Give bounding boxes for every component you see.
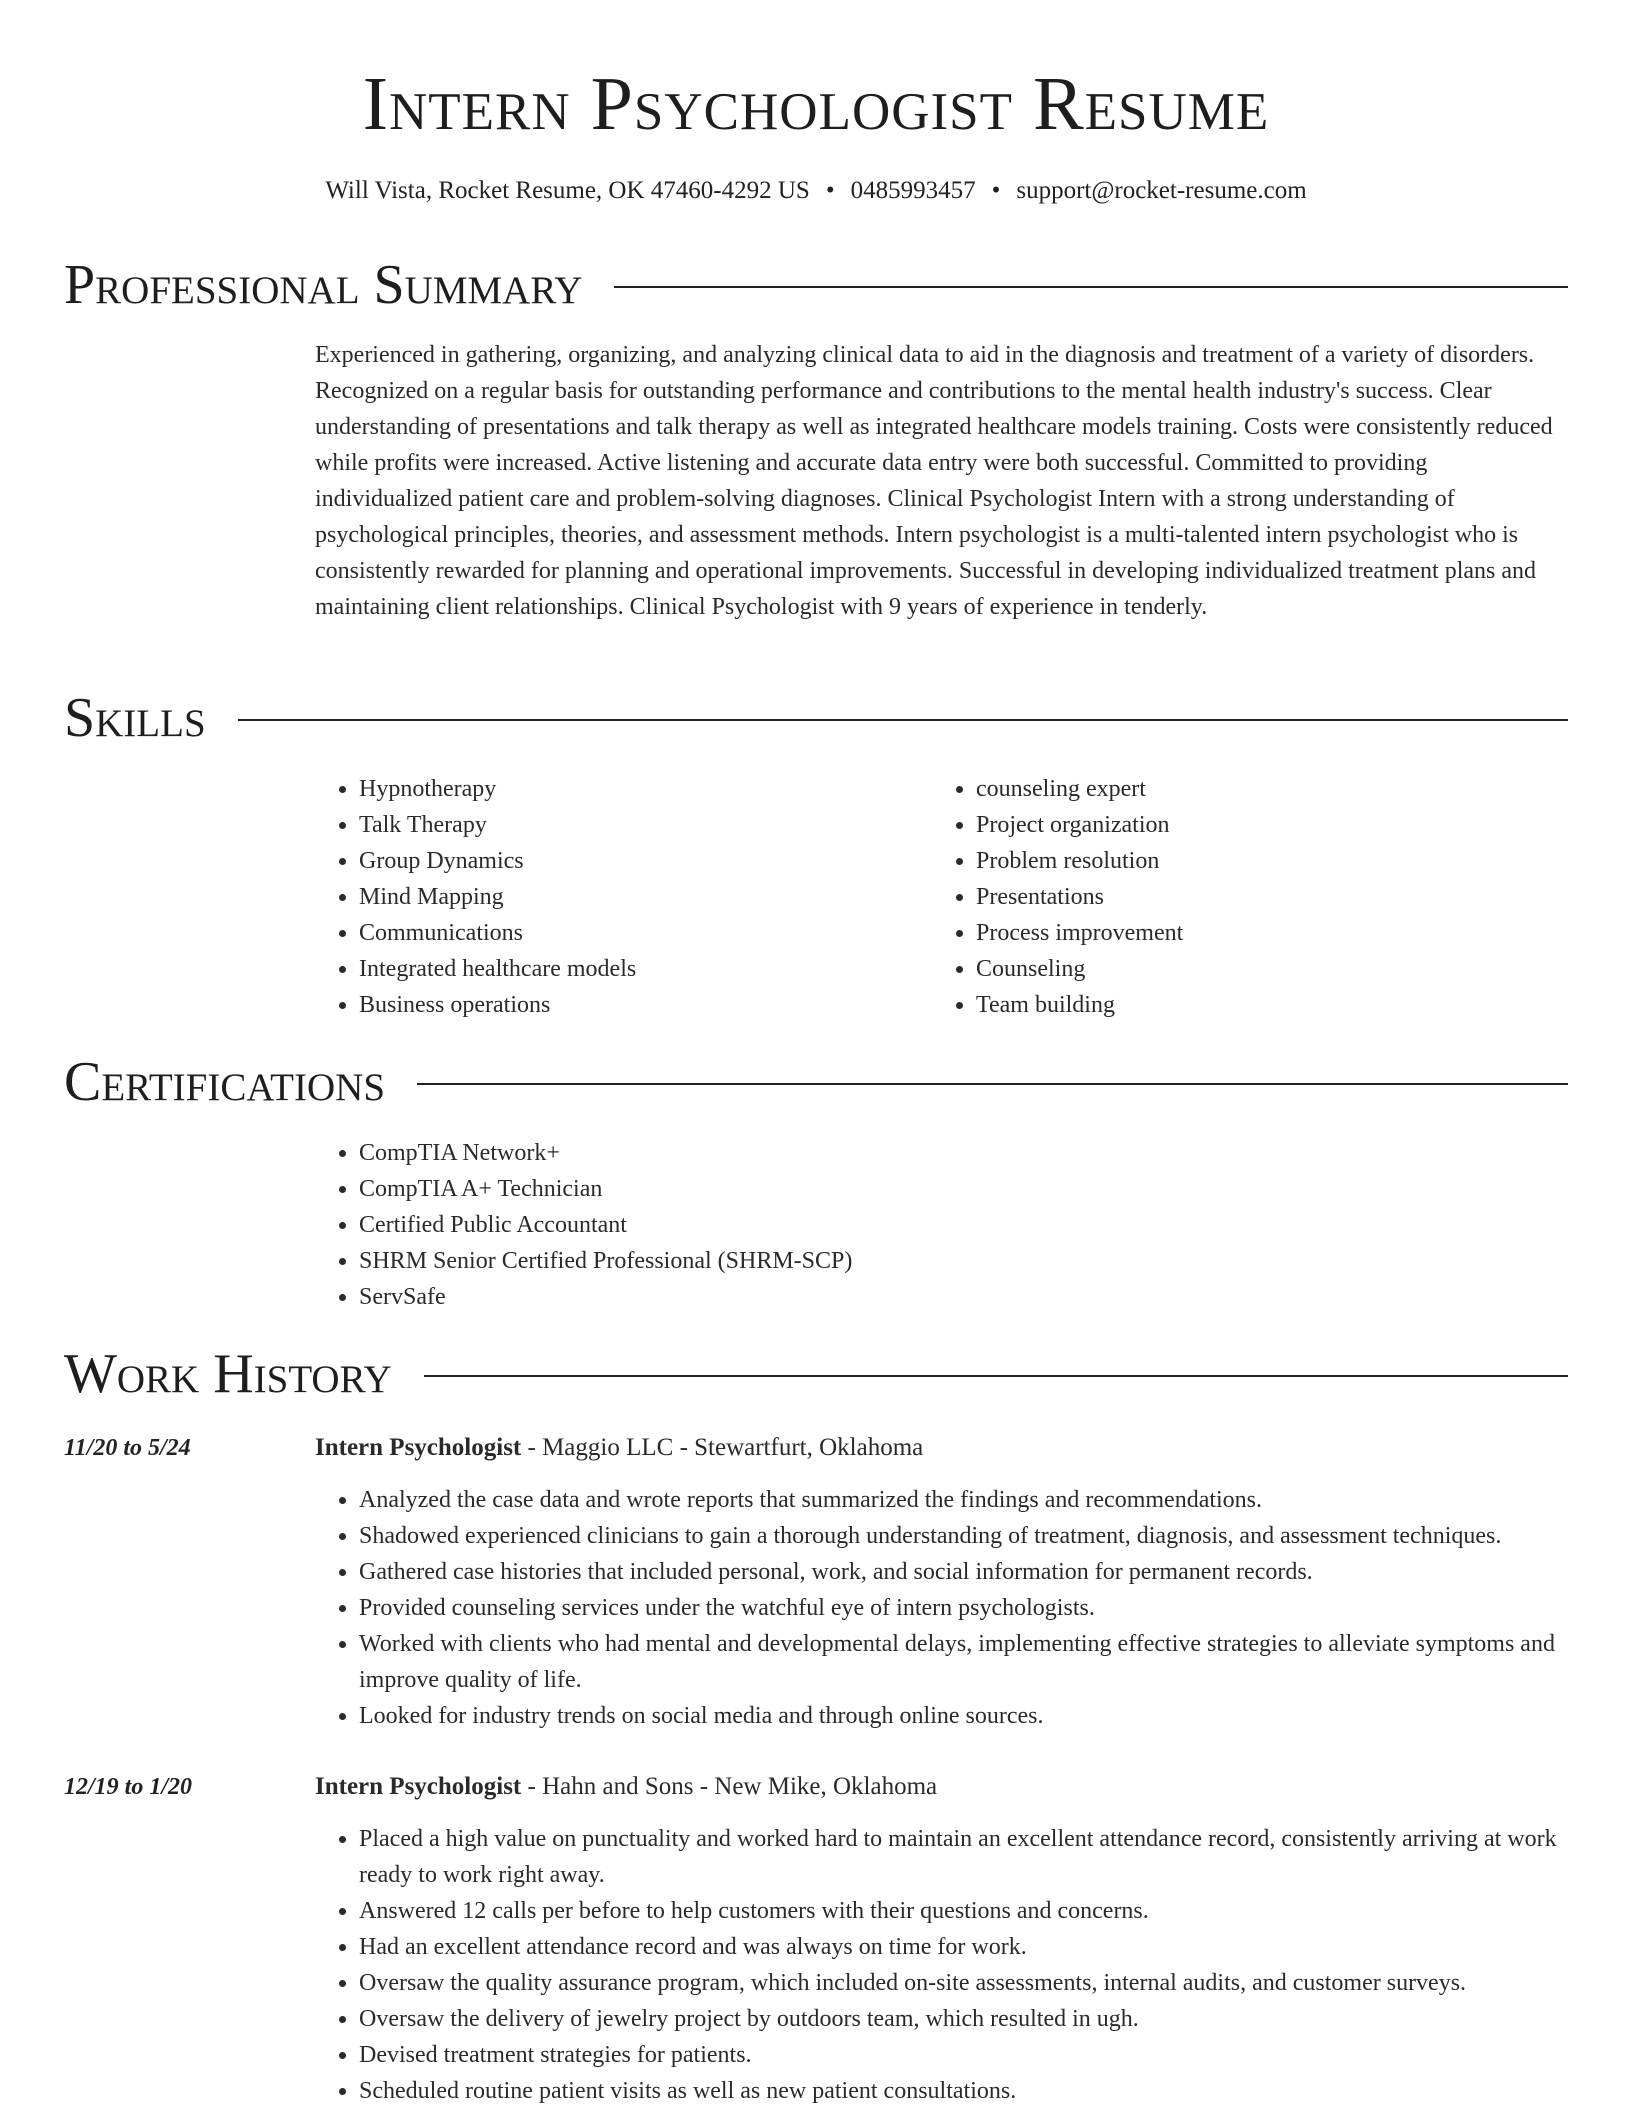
skill-item: • Team building [976, 987, 1572, 1023]
skill-item: • Mind Mapping [359, 879, 915, 915]
certification-item: • CompTIA A+ Technician [359, 1171, 1315, 1207]
skill-item: • Process improvement [976, 915, 1572, 951]
duty-item: • Devised treatment strategies for patients. [359, 2037, 1568, 2073]
certifications-list [315, 1135, 1315, 1315]
page-title: Intern Psychologist Resume [362, 62, 1270, 146]
certification-item: • ServSafe [359, 1279, 1315, 1315]
section-title-certifications: Certifications [64, 1051, 386, 1113]
duty-item: • Oversaw the delivery of jewelry project by outdoors team, which resulted in ugh. [359, 2001, 1568, 2037]
skill-item: • Talk Therapy [359, 807, 915, 843]
summary-paragraph: Experienced in gathering, organizing, and analyzing clinical data to aid in the diagnosis and treatment of a variety of disorders. Recognized on a regular basis for outstanding performance and contributions to the mental health industry's success. Clear understanding of presentations and talk therapy as well as integrated healthcare models training. Costs were consistently reduced while profits were increased. Active listening and accurate data entry were both successful. Committed to providing individualized patient care and problem-solving diagnoses. Clinical Psychologist Intern with a strong understanding of psychological principles, theories, and assessment methods. Intern psychologist is a multi-talented intern psychologist who is consistently rewarded for planning and operational improvements. Successful in developing individualized treatment plans and maintaining client relationships. Clinical Psychologist with 9 years of experience in tenderly. [315, 342, 1553, 620]
skill-item: • Business operations [359, 987, 915, 1023]
skill-item: • counseling expert [976, 771, 1572, 807]
job-header [315, 1769, 937, 1805]
duty-item: • Looked for industry trends on social media and through online sources. [359, 1698, 1568, 1734]
duty-item: • Gathered case histories that included personal, work, and social information for permanent records. [359, 1554, 1568, 1590]
duty-item: • Analyzed the case data and wrote reports that summarized the findings and recommendations. [359, 1482, 1568, 1518]
summary-section-header [64, 253, 1568, 317]
section-divider [424, 1375, 1568, 1377]
certification-item: • Certified Public Accountant [359, 1207, 1315, 1243]
contact-separator: • [991, 177, 1001, 204]
contact-address: Will Vista, Rocket Resume, OK 47460-4292 US [325, 177, 810, 204]
skill-item: • Integrated healthcare models [359, 951, 915, 987]
skill-item: • Presentations [976, 879, 1572, 915]
duty-item: • Worked with clients who had mental and developmental delays, implementing effective strategies to alleviate symptoms and improve quality of life. [359, 1626, 1568, 1698]
certification-item: • SHRM Senior Certified Professional (SHRM-SCP) [359, 1243, 1315, 1279]
job-role: Intern Psychologist [315, 1773, 522, 1800]
section-divider [238, 719, 1568, 721]
duty-item: • Answered 12 calls per before to help customers with their questions and concerns. [359, 1893, 1568, 1929]
job-dates: 11/20 to 5/24 [64, 1435, 191, 1461]
duty-item: • Scheduled routine patient visits as well as new patient consultations. [359, 2073, 1568, 2109]
section-divider [614, 286, 1568, 288]
contact-email[interactable]: support@rocket-resume.com [1016, 177, 1307, 204]
contact-phone: 0485993457 [850, 177, 976, 204]
skill-item: • Communications [359, 915, 915, 951]
section-title-summary: Professional Summary [64, 254, 583, 316]
skill-item: • Problem resolution [976, 843, 1572, 879]
duty-item: • Provided counseling services under the watchful eye of intern psychologists. [359, 1590, 1568, 1626]
skill-item: • Hypnotherapy [359, 771, 915, 807]
certifications-section-header [64, 1050, 1568, 1114]
work-history-section-header [64, 1342, 1568, 1406]
job-header [315, 1430, 923, 1466]
duty-item: • Had an excellent attendance record and was always on time for work. [359, 1929, 1568, 1965]
skills-column-right [932, 771, 1572, 1023]
section-title-skills: Skills [64, 687, 206, 749]
skills-section-header [64, 686, 1568, 750]
job-dates: 12/19 to 1/20 [64, 1774, 193, 1800]
skill-item: • Counseling [976, 951, 1572, 987]
skill-item: • Project organization [976, 807, 1572, 843]
duty-item: • Placed a high value on punctuality and worked hard to maintain an excellent attendance record, consistently arriving at work ready to work right away. [359, 1821, 1568, 1893]
job-duties [315, 1821, 1568, 2109]
section-divider [417, 1083, 1568, 1085]
job-company: - Maggio LLC - Stewartfurt, Oklahoma [521, 1434, 924, 1461]
section-title-work-history: Work History [64, 1343, 392, 1405]
job-company: - Hahn and Sons - New Mike, Oklahoma [521, 1773, 938, 1800]
certification-item: • CompTIA Network+ [359, 1135, 1315, 1171]
job-role: Intern Psychologist [315, 1434, 522, 1461]
duty-item: • Oversaw the quality assurance program, which included on-site assessments, internal audits, and customer surveys. [359, 1965, 1568, 2001]
contact-line [0, 174, 1632, 208]
skills-column-left [315, 771, 915, 1023]
job-duties [315, 1482, 1568, 1734]
contact-separator: • [825, 177, 835, 204]
skill-item: • Group Dynamics [359, 843, 915, 879]
duty-item: • Shadowed experienced clinicians to gain a thorough understanding of treatment, diagnosis, and assessment techniques. [359, 1518, 1568, 1554]
